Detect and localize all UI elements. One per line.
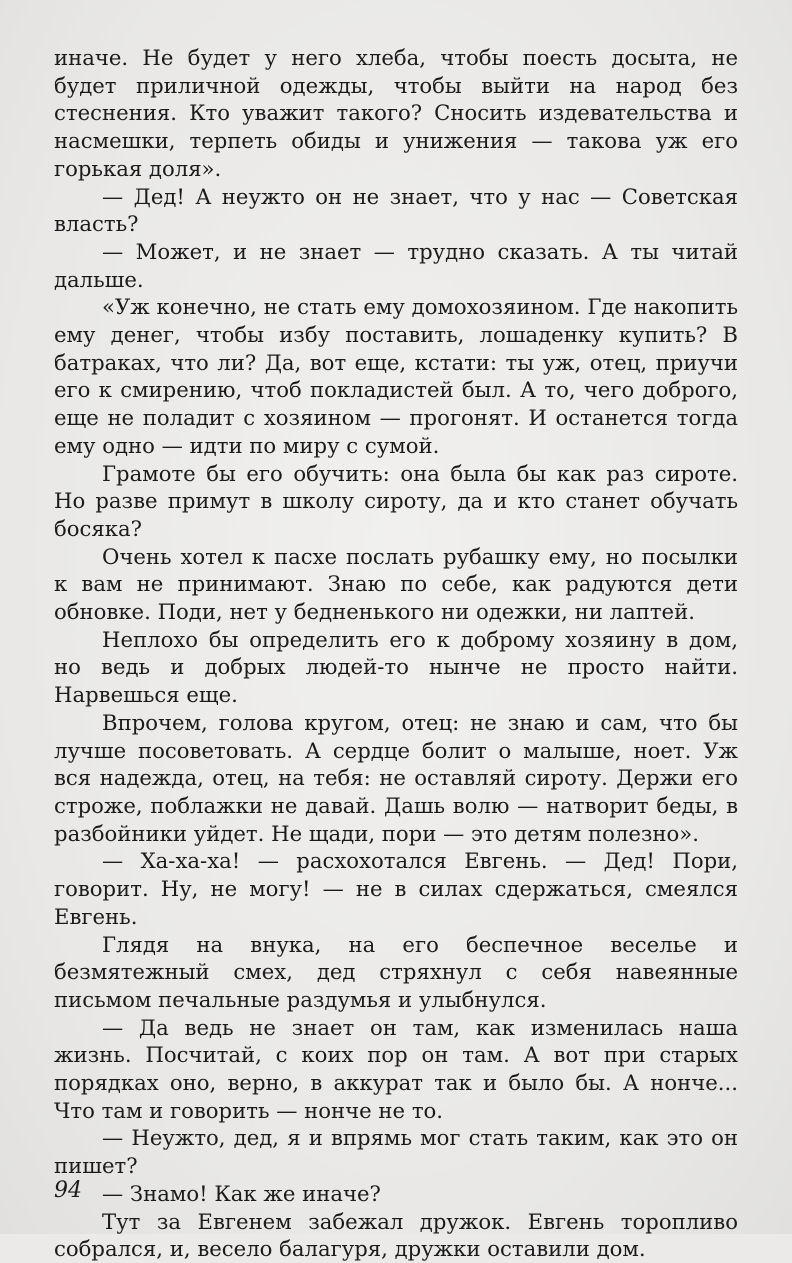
paragraph: — Неужто, дед, я и впрямь мог стать таким, как это он пишет? bbox=[54, 1125, 738, 1179]
paragraph: Неплохо бы определить его к доброму хозяину в дом, но ведь и добрых людей-то нынче не просто найти. Нарвешься еще. bbox=[54, 626, 738, 708]
paragraph: Грамоте бы его обучить: она была бы как раз сироте. Но разве примут в школу сироту, да и кто станет обучать босяка? bbox=[54, 460, 738, 541]
paragraph: — Может, и не знает — трудно сказать. А ты читай дальше. bbox=[54, 238, 738, 292]
paragraph: Тут за Евгенем забежал дружок. Евгень торопливо собрался, и, весело балагуря, дружки оставили дом. bbox=[54, 1208, 738, 1262]
paragraph: «Уж конечно, не стать ему домохозяином. Где накопить ему денег, чтобы избу поставить, лошаденку купить? В батраках, что ли? Да, вот еще, кстати: ты уж, отец, приучи его к смирению, чтоб покладистей был. А то, чего доброго, еще не поладит с хозяином — прогонят. И останется тогда ему одно — идти по миру с сумой. bbox=[54, 294, 738, 458]
body-text bbox=[54, 44, 738, 1263]
paragraph: — Ха-ха-ха! — расхохотался Евгень. — Дед! Пори, говорит. Ну, не могу! — не в силах сдержаться, смеялся Евгень. bbox=[54, 848, 738, 929]
page-number: 94 bbox=[54, 1178, 82, 1203]
paragraph: — Знамо! Как же иначе? bbox=[102, 1180, 381, 1206]
paragraph: Очень хотел к пасхе послать рубашку ему, но посылки к вам не принимают. Знаю по себе, как радуются дети обновке. Поди, нет у бедненького ни одежки, ни лаптей. bbox=[54, 543, 738, 625]
paragraph: — Дед! А неужто он не знает, что у нас — Советская власть? bbox=[54, 183, 738, 237]
paragraph: иначе. Не будет у него хлеба, чтобы поесть досыта, не будет приличной одежды, чтобы выйти на народ без стеснения. Кто уважит такого? Сносить издевательства и насмешки, терпеть обиды и унижения — такова уж его горькая доля». bbox=[54, 45, 738, 181]
paragraph: — Да ведь не знает он там, как изменилась наша жизнь. Посчитай, с коих пор он там. А вот при старых порядках оно, верно, в аккурат так и было бы. А нонче... Что там и говорить — нонче не то. bbox=[54, 1014, 738, 1123]
paragraph: Глядя на внука, на его беспечное веселье и безмятежный смех, дед стряхнул с себя навеянные письмом печальные раздумья и улыбнулся. bbox=[54, 931, 738, 1012]
paragraph: Впрочем, голова кругом, отец: не знаю и сам, что бы лучше посоветовать. А сердце болит о малыше, ноет. Уж вся надежда, отец, на тебя: не оставляй сироту. Держи его строже, поблажки не давай. Дашь волю — натворит беды, в разбойники уйдет. Не щади, пори — это детям полезно». bbox=[54, 709, 738, 846]
